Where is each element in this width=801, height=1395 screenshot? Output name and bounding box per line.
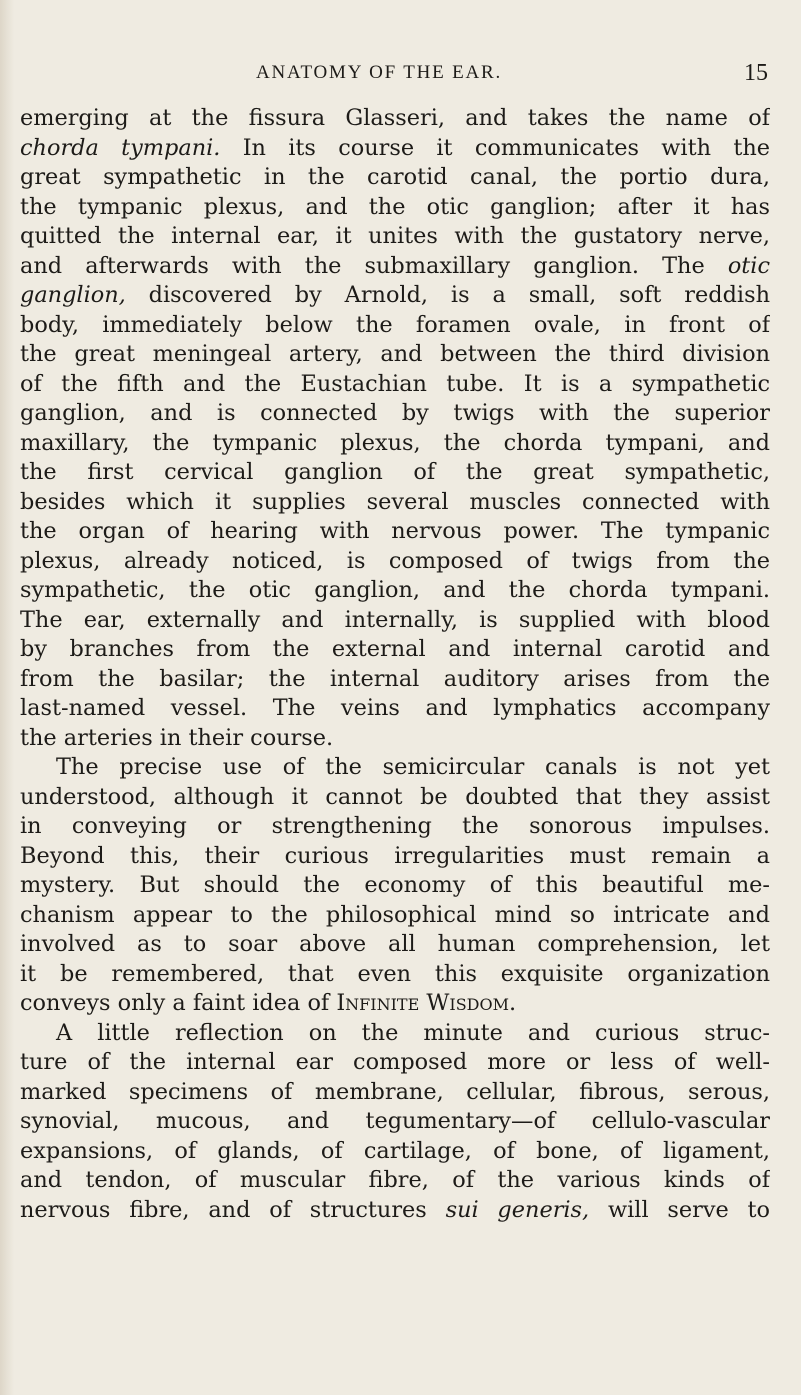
text-line: ganglion, and is connected by twigs with the superior [20, 400, 770, 426]
running-header [128, 60, 786, 100]
text-line: marked specimens of membrane, cellular, fibrous, serous, [20, 1078, 770, 1105]
text-line: understood, although it cannot be doubted that they assist [20, 783, 770, 810]
text-line: the tympanic plexus, and the otic ganglion; after it has [20, 193, 770, 220]
text-line: great sympathetic in the carotid canal, the portio dura, [20, 164, 770, 190]
text-line: and tendon, of muscular fibre, of the various kinds of [20, 1167, 770, 1193]
text-line: conveys only a faint idea of Infinite Wisdom. [20, 990, 517, 1016]
text-line: last-named vessel. The veins and lymphatics accompany [20, 695, 770, 721]
text-line: maxillary, the tympanic plexus, the chorda tympani, and [20, 429, 770, 456]
text-line: quitted the internal ear, it unites with the gustatory nerve, [20, 223, 770, 249]
italic-term: sui generis, [445, 1196, 590, 1223]
text-line: The ear, externally and internally, is supplied with blood [20, 606, 770, 633]
paragraph-start: A little reflection on the minute and curious struc- [56, 1019, 770, 1046]
paragraph-start: The precise use of the semicircular canals is not yet [56, 754, 770, 780]
page-number: 15 [744, 60, 768, 86]
text-line: the great meningeal artery, and between the third division [20, 341, 770, 367]
text-line: by branches from the external and internal carotid and [20, 636, 770, 662]
text-line: the organ of hearing with nervous power. The tympanic [20, 518, 770, 544]
text-line: body, immediately below the foramen ovale, in front of [20, 311, 770, 338]
text-line: sympathetic, the otic ganglion, and the chorda tympani. [20, 577, 770, 603]
text-line: chorda tympani. In its course it communicates with the [20, 134, 770, 161]
text-line: emerging at the fissura Glasseri, and takes the name of [20, 105, 770, 131]
text-line: from the basilar; the internal auditory arises from the [20, 665, 770, 692]
running-title: ANATOMY OF THE EAR. [256, 62, 503, 83]
text-line: the first cervical ganglion of the great sympathetic, [20, 459, 770, 485]
text-line: ganglion, discovered by Arnold, is a small, soft reddish [20, 282, 770, 308]
text-line: nervous fibre, and of structures sui generis, will serve to [20, 1196, 770, 1223]
text-line: involved as to soar above all human comprehension, let [20, 931, 770, 957]
italic-term: otic [727, 252, 770, 279]
text-line: Beyond this, their curious irregularities must remain a [20, 842, 770, 869]
text-line: of the fifth and the Eustachian tube. It is a sympathetic [20, 370, 770, 397]
text-line: plexus, already noticed, is composed of twigs from the [20, 547, 770, 574]
text-line: expansions, of glands, of cartilage, of bone, of ligament, [20, 1137, 770, 1164]
text-line: and afterwards with the submaxillary ganglion. The otic [20, 252, 770, 279]
text-line: synovial, mucous, and tegumentary—of cellulo-vascular [20, 1108, 770, 1134]
text-line: mystery. But should the economy of this beautiful me- [20, 872, 770, 898]
text-line: in conveying or strengthening the sonorous impulses. [20, 813, 770, 839]
text-line: the arteries in their course. [20, 724, 334, 751]
body-text [20, 104, 770, 1225]
text-line: besides which it supplies several muscles connected with [20, 488, 770, 515]
small-caps-term: Infinite Wisdom. [336, 990, 517, 1016]
text-line: chanism appear to the philosophical mind so intricate and [20, 901, 770, 928]
text-line: it be remembered, that even this exquisite organization [20, 960, 770, 987]
text-line: ture of the internal ear composed more or less of well- [20, 1049, 770, 1075]
page-gutter-shadow [0, 0, 14, 1395]
italic-term: ganglion, [20, 282, 126, 308]
italic-term: chorda tympani. [20, 134, 221, 161]
